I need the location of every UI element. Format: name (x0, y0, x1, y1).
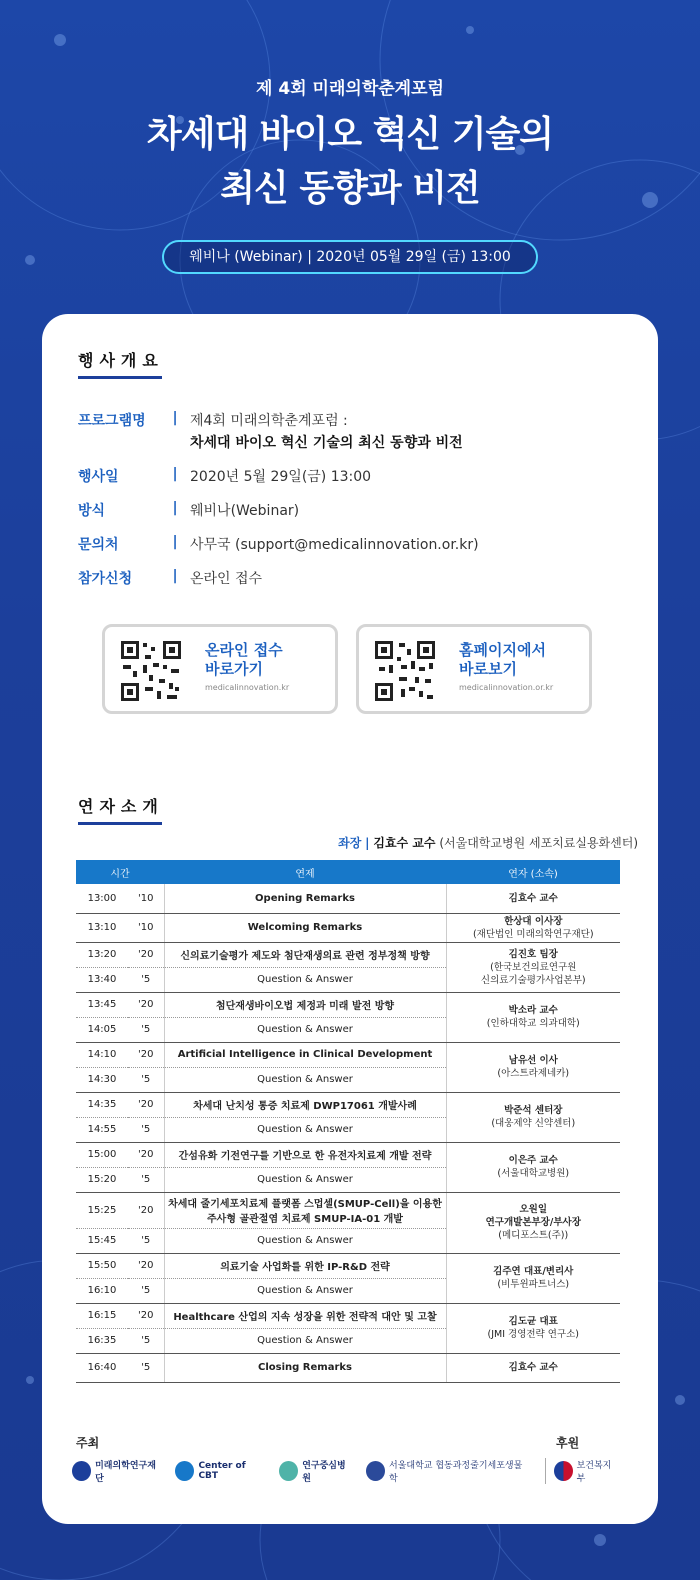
qa-topic: Question & Answer (164, 1278, 446, 1303)
qa-time: 15:45 (76, 1228, 128, 1253)
schedule-header-row (76, 860, 620, 884)
overview-row-method (78, 500, 299, 522)
overview-row-program (78, 410, 463, 454)
speaker-name: 김진호 팀장 (508, 948, 558, 960)
session-speaker (446, 1253, 620, 1303)
session-duration: '20 (128, 1253, 164, 1278)
session-topic (164, 1192, 446, 1228)
overview-section-title: 행사개요 (78, 351, 164, 370)
qr-label-line2: 바로가기 (205, 660, 263, 678)
qa-duration: '5 (128, 1117, 164, 1142)
qa-topic: Question & Answer (164, 1167, 446, 1192)
overview-title-underline (78, 376, 162, 379)
overview-value-bold: 차세대 바이오 혁신 기술의 최신 동향과 비전 (190, 435, 463, 451)
qa-duration: '5 (128, 1167, 164, 1192)
speakers-title-underline (78, 822, 162, 825)
overview-separator: | (172, 410, 178, 426)
session-speaker (446, 913, 620, 942)
hero-header (0, 0, 700, 310)
ministry-logo-icon (554, 1461, 573, 1481)
session-topic (164, 1253, 446, 1278)
session-topic (164, 913, 446, 942)
session-duration: '10 (128, 913, 164, 942)
chair-separator: | (365, 836, 370, 850)
qa-time: 13:40 (76, 967, 128, 992)
overview-row-date (78, 466, 371, 488)
qa-topic: Question & Answer (164, 1228, 446, 1253)
topic-line: Welcoming Remarks (247, 922, 363, 933)
qa-duration: '5 (128, 1228, 164, 1253)
session-speaker (446, 1192, 620, 1253)
schedule-row (76, 1092, 620, 1117)
qa-duration: '5 (128, 1328, 164, 1353)
schedule-row (76, 1303, 620, 1328)
session-time: 13:45 (76, 992, 128, 1017)
topic-line: 차세대 난치성 통증 치료제 DWP17061 개발사례 (193, 1101, 417, 1112)
session-topic (164, 992, 446, 1017)
logo-center-of-cbt: Center of CBT (175, 1461, 265, 1481)
qr-url: medicalinnovation.or.kr (459, 683, 554, 692)
speaker-affiliation: (아스트라제네카) (497, 1068, 570, 1079)
qa-time: 14:30 (76, 1067, 128, 1092)
speaker-affiliation: (메디포스트(주)) (498, 1230, 569, 1241)
chair-org: (서울대학교병원 세포치료실용화센터) (439, 836, 638, 850)
overview-separator: | (172, 568, 178, 584)
session-duration: '20 (128, 1042, 164, 1067)
qr-label-line2: 바로보기 (459, 660, 517, 678)
overview-separator: | (172, 534, 178, 550)
sponsor-label: 후원 (556, 1436, 580, 1450)
session-topic (164, 1042, 446, 1067)
speaker-name: 남유선 이사 (508, 1055, 558, 1066)
speaker-name: 박소라 교수 (508, 1005, 558, 1016)
qr-code-icon (373, 639, 437, 703)
schedule-row (76, 1253, 620, 1278)
session-duration: '20 (128, 942, 164, 967)
chair-label: 좌장 (338, 836, 362, 850)
speaker-affiliation: (비투윈파트너스) (497, 1279, 570, 1290)
schedule-row (76, 913, 620, 942)
overview-label: 문의처 (78, 537, 119, 553)
speaker-affiliation: (한국보건의료연구원 (490, 961, 577, 973)
schedule-row (76, 884, 620, 913)
qr-url: medicalinnovation.kr (205, 683, 290, 692)
session-duration: '20 (128, 992, 164, 1017)
session-duration: '20 (128, 1192, 164, 1228)
qa-time: 16:35 (76, 1328, 128, 1353)
content-card (42, 314, 658, 1524)
topic-line: Opening Remarks (255, 892, 355, 904)
speaker-affiliation: 연구개발본부장/부사장 (485, 1217, 581, 1228)
schedule-row (76, 1353, 620, 1382)
topic-line: 신의료기술평가 제도와 첨단재생의료 관련 정부정책 방향 (180, 951, 430, 962)
qa-duration: '5 (128, 1278, 164, 1303)
speaker-name: 김도균 대표 (508, 1316, 558, 1327)
session-duration: '20 (128, 1303, 164, 1328)
main-title-line1: 차세대 바이오 혁신 기술의 (146, 114, 554, 155)
overview-value: 온라인 접수 (190, 571, 263, 587)
schedule-row (76, 942, 620, 967)
forum-subtitle: 제 4회 미래의학춘계포럼 (256, 79, 444, 99)
event-info-pill: 웨비나 (Webinar) | 2020년 05월 29일 (금) 13:00 (162, 240, 538, 274)
overview-separator: | (172, 500, 178, 516)
topic-line: Closing Remarks (258, 1362, 352, 1373)
speaker-affiliation: (대웅제약 신약센터) (491, 1118, 576, 1129)
topic-line: 주사형 골관절염 치료제 SMUP-IA-01 개발 (207, 1214, 403, 1225)
header-time: 시간 (76, 860, 164, 884)
qa-topic: Question & Answer (164, 1117, 446, 1142)
qr-homepage-box[interactable] (356, 624, 592, 714)
session-time: 13:20 (76, 942, 128, 967)
qa-topic: Question & Answer (164, 967, 446, 992)
session-duration: '10 (128, 884, 164, 913)
qr-label-line1: 홈페이지에서 (459, 641, 546, 659)
overview-row-contact (78, 534, 479, 556)
session-topic (164, 1353, 446, 1382)
topic-line: 간섬유화 기전연구를 기반으로 한 유전자치료제 개발 전략 (178, 1151, 432, 1162)
speaker-name: 박준석 센터장 (504, 1105, 563, 1116)
session-speaker (446, 884, 620, 913)
qa-topic: Question & Answer (164, 1017, 446, 1042)
snu-logo-icon (366, 1461, 385, 1481)
hospital-logo-icon (279, 1461, 298, 1481)
schedule-row (76, 1192, 620, 1228)
session-time: 13:10 (76, 913, 128, 942)
session-topic (164, 942, 446, 967)
speaker-name: 김효수 교수 (508, 1362, 558, 1373)
speaker-affiliation: 신의료기술평가사업본부) (480, 974, 586, 986)
session-time: 14:10 (76, 1042, 128, 1067)
qa-time: 14:05 (76, 1017, 128, 1042)
qa-time: 16:10 (76, 1278, 128, 1303)
speaker-affiliation: (인하대학교 의과대학) (486, 1018, 580, 1029)
qr-online-register-box[interactable] (102, 624, 338, 714)
overview-label: 방식 (78, 503, 106, 519)
session-time: 15:25 (76, 1192, 128, 1228)
overview-value: 제4회 미래의학춘계포럼 : (190, 413, 348, 429)
logo-mirae-foundation: 미래의학연구재단 (72, 1458, 161, 1484)
speaker-affiliation: (재단법인 미래의학연구재단) (472, 928, 594, 940)
session-time: 16:40 (76, 1353, 128, 1382)
cbt-logo-icon (175, 1461, 194, 1481)
speakers-section-title: 연자소개 (78, 797, 164, 816)
qa-duration: '5 (128, 1017, 164, 1042)
overview-value: 사무국 (support@medicalinnovation.or.kr) (190, 537, 479, 553)
main-title-line2: 최신 동향과 비전 (220, 168, 480, 209)
speaker-name: 김주연 대표/변리사 (493, 1266, 574, 1277)
session-speaker (446, 1303, 620, 1353)
logo-snu: 서울대학교 협동과정줄기세포생물학 (366, 1458, 525, 1484)
session-time: 16:15 (76, 1303, 128, 1328)
qa-topic: Question & Answer (164, 1067, 446, 1092)
session-time: 13:00 (76, 884, 128, 913)
topic-line: 차세대 줄기세포치료제 플랫폼 스멉셀(SMUP-Cell)을 이용한 (168, 1199, 442, 1210)
qa-duration: '5 (128, 967, 164, 992)
qa-duration: '5 (128, 1067, 164, 1092)
speaker-affiliation: (서울대학교병원) (497, 1168, 570, 1179)
overview-label: 참가신청 (78, 571, 133, 587)
session-topic (164, 884, 446, 913)
session-time: 15:00 (76, 1142, 128, 1167)
qa-topic: Question & Answer (164, 1328, 446, 1353)
speaker-name: 김효수 교수 (508, 892, 558, 904)
speaker-name: 오원일 (519, 1204, 548, 1215)
session-topic (164, 1303, 446, 1328)
logo-ministry: 보건복지부 (545, 1458, 618, 1484)
session-speaker (446, 942, 620, 992)
topic-line: 첨단재생바이오법 제정과 미래 발전 방향 (215, 1001, 395, 1012)
qa-time: 14:55 (76, 1117, 128, 1142)
speaker-affiliation: (JMI 경영전략 연구소) (487, 1329, 579, 1340)
session-time: 14:35 (76, 1092, 128, 1117)
topic-line: Artificial Intelligence in Clinical Development (177, 1049, 433, 1060)
session-duration: '20 (128, 1142, 164, 1167)
overview-label: 행사일 (78, 469, 119, 485)
schedule-body (76, 884, 620, 1382)
session-duration: '20 (128, 1092, 164, 1117)
overview-label: 프로그램명 (78, 413, 146, 429)
header-speaker: 연자 (소속) (446, 860, 620, 884)
schedule-row (76, 1042, 620, 1067)
topic-line: 의료기술 사업화를 위한 IP-R&D 전략 (220, 1262, 390, 1273)
qr-label-line1: 온라인 접수 (205, 641, 283, 659)
session-speaker (446, 992, 620, 1042)
overview-value: 웨비나(Webinar) (190, 503, 300, 519)
session-topic (164, 1092, 446, 1117)
overview-separator: | (172, 466, 178, 482)
session-speaker (446, 1042, 620, 1092)
qr-code-icon (119, 639, 183, 703)
qa-time: 15:20 (76, 1167, 128, 1192)
chair-info (62, 834, 638, 851)
session-duration: '5 (128, 1353, 164, 1382)
session-time: 15:50 (76, 1253, 128, 1278)
session-speaker (446, 1353, 620, 1382)
chair-name: 김효수 교수 (373, 836, 436, 850)
header-topic: 연제 (164, 860, 446, 884)
session-speaker (446, 1142, 620, 1192)
host-label: 주최 (76, 1436, 100, 1450)
speaker-name: 한상대 이사장 (504, 915, 563, 927)
overview-value: 2020년 5월 29일(금) 13:00 (190, 469, 372, 485)
schedule-row (76, 992, 620, 1017)
overview-row-register (78, 568, 262, 590)
schedule-row (76, 1142, 620, 1167)
session-topic (164, 1142, 446, 1167)
schedule-table (76, 860, 620, 1383)
speaker-name: 이은주 교수 (508, 1155, 558, 1166)
foundation-logo-icon (72, 1461, 91, 1481)
logo-research-hospital: 연구중심병원 (279, 1458, 352, 1484)
logo-strip (72, 1454, 632, 1488)
session-speaker (446, 1092, 620, 1142)
topic-line: Healthcare 산업의 지속 성장을 위한 전략적 대안 및 고찰 (173, 1312, 437, 1323)
